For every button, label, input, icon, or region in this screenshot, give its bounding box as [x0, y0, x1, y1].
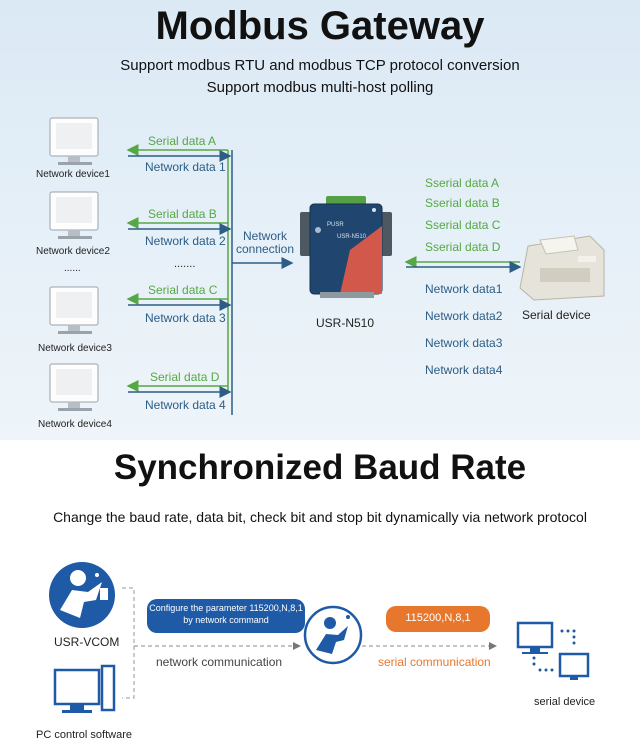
- network-computer-icon-1: [50, 118, 98, 165]
- pc-icon: [55, 666, 114, 713]
- config-text-2: by network command: [183, 615, 269, 625]
- baud-title: Synchronized Baud Rate: [113, 448, 527, 487]
- network-device-label-2: Network device2: [36, 246, 110, 257]
- serial-label-4: Serial data D: [150, 370, 220, 384]
- network-label-3: Network data 3: [145, 311, 226, 325]
- pc-label: PC control software: [36, 729, 132, 741]
- network-comm-label: network communication: [156, 655, 283, 669]
- serial-label-1: Serial data A: [148, 134, 217, 148]
- network-device-label-1: Network device1: [36, 169, 110, 180]
- serial-label-3: Serial data C: [148, 283, 218, 297]
- network-label-2: Network data 2: [145, 234, 226, 248]
- network-computer-icon-3: [50, 287, 98, 334]
- right-serial-3: Sserial data C: [425, 218, 501, 232]
- network-device-label-3: Network device3: [38, 343, 112, 354]
- gateway-title: Modbus Gateway: [155, 4, 485, 48]
- right-network-4: Network data4: [425, 363, 503, 377]
- vcom-label: USR-VCOM: [54, 635, 120, 649]
- serial-device-icon: [518, 623, 588, 680]
- product-model-label: USR-N510: [316, 316, 375, 330]
- center-gateway-icon: [305, 607, 361, 663]
- network-label-4: Network data 4: [145, 398, 226, 412]
- network-label-1: Network data 1: [145, 160, 226, 174]
- vcom-logo-icon: [49, 562, 115, 628]
- serial-device-bottom-label: serial device: [534, 696, 596, 708]
- serial-printer-icon: [520, 236, 604, 300]
- device-brand-label: PUSR: [327, 222, 344, 228]
- serial-comm-label: serial communication: [378, 655, 491, 669]
- baud-subtitle: Change the baud rate, data bit, check bit and stop bit dynamically via network protocol: [53, 509, 587, 525]
- right-serial-1: Sserial data A: [425, 176, 500, 190]
- right-serial-4: Sserial data D: [425, 240, 501, 254]
- param-text: 115200,N,8,1: [405, 612, 471, 624]
- right-network-1: Network data1: [425, 282, 503, 296]
- gateway-subtitle-2: Support modbus multi-host polling: [206, 79, 434, 96]
- right-network-2: Network data2: [425, 309, 503, 323]
- config-text-1: Configure the parameter 115200,N,8,1: [149, 603, 303, 613]
- ellipsis-devices: ......: [64, 263, 81, 274]
- right-serial-2: Sserial data B: [425, 196, 500, 210]
- serial-device-label: Serial device: [522, 308, 591, 322]
- baud-rate-section: [0, 440, 640, 742]
- network-computer-icon-4: [50, 364, 98, 411]
- usr-n510-device-icon: [300, 196, 392, 298]
- serial-label-2: Serial data B: [148, 207, 217, 221]
- ellipsis-data: .......: [174, 258, 196, 270]
- network-connection-label: Network connection: [235, 229, 295, 256]
- network-device-label-4: Network device4: [38, 419, 112, 430]
- right-network-3: Network data3: [425, 336, 503, 350]
- device-model-label: USR-N510: [337, 234, 367, 240]
- gateway-subtitle-1: Support modbus RTU and modbus TCP protocol conversion: [120, 57, 520, 74]
- network-computer-icon-2: [50, 192, 98, 239]
